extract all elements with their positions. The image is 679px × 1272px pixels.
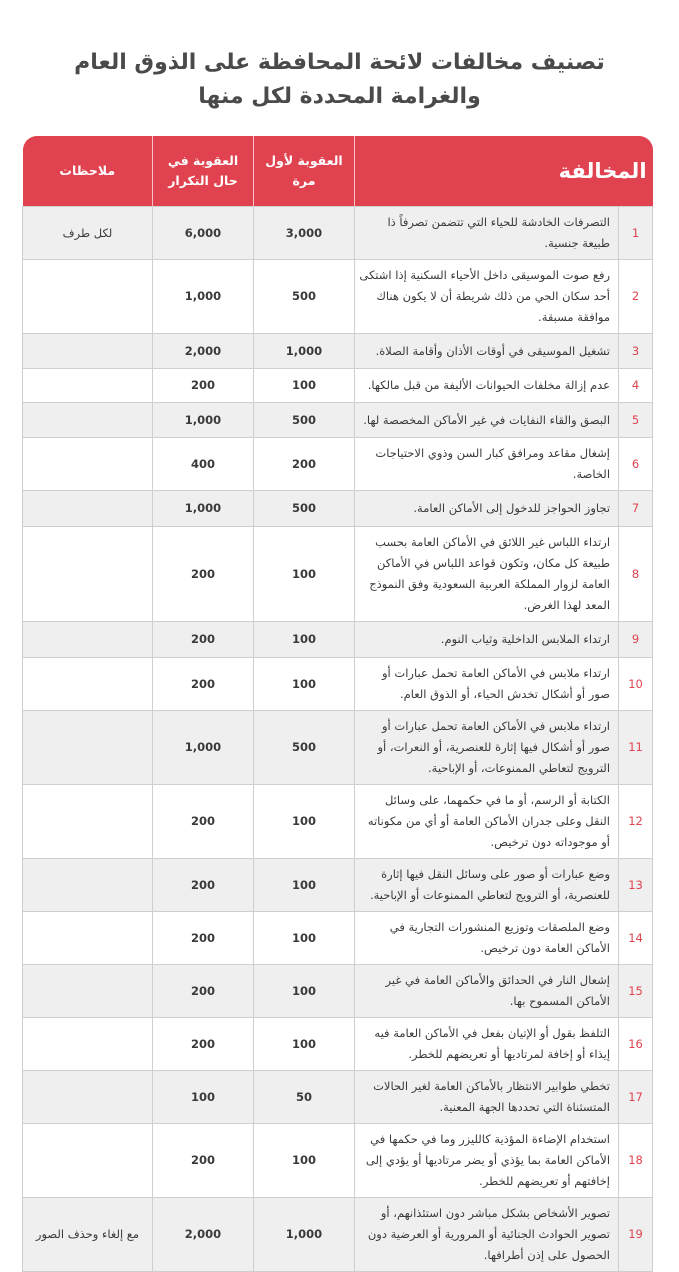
row-number: 17 [619,1071,653,1124]
row-number: 13 [619,859,653,912]
violation-description: تخطي طوابير الانتظار بالأماكن العامة لغير الحالات المتسثناة التي تحددها الجهة المعنية. [355,1071,619,1124]
notes-cell: لكل طرف [23,207,153,260]
repeat-fine: 200 [153,369,254,403]
table-row [23,207,653,260]
notes-cell [23,912,153,965]
notes-cell: مع إلغاء وحذف الصور [23,1198,153,1272]
row-number: 3 [619,334,653,369]
table-row [23,1018,653,1071]
violation-description: رفع صوت الموسيقى داخل الأحياء السكنية إذا اشتكى أحد سكان الحي من ذلك شريطة أن لا يكون هناك موافقة مسبقة. [355,260,619,334]
first-time-fine: 500 [254,260,355,334]
table-row [23,622,653,658]
repeat-fine: 200 [153,1124,254,1198]
title-line-1: تصنيف مخالفات لائحة المحافظة على الذوق العام [74,50,605,75]
repeat-fine: 2,000 [153,334,254,369]
row-number: 7 [619,491,653,527]
first-time-fine: 100 [254,965,355,1018]
page-title [0,46,679,114]
first-time-fine: 100 [254,658,355,711]
repeat-fine: 100 [153,1071,254,1124]
notes-cell [23,785,153,859]
row-number: 18 [619,1124,653,1198]
repeat-fine: 1,000 [153,711,254,785]
repeat-fine: 200 [153,859,254,912]
violation-description: ارتداء الملابس الداخلية وثياب النوم. [355,622,619,658]
violation-description: تجاوز الحواجز للدخول إلى الأماكن العامة. [355,491,619,527]
notes-cell [23,622,153,658]
title-line-2: والغرامة المحددة لكل منها [198,84,481,109]
notes-cell [23,1071,153,1124]
row-number: 10 [619,658,653,711]
table-row [23,1198,653,1272]
row-number: 6 [619,438,653,491]
repeat-fine: 200 [153,912,254,965]
first-time-fine: 500 [254,711,355,785]
first-time-fine: 500 [254,403,355,438]
first-time-fine: 3,000 [254,207,355,260]
table-row [23,859,653,912]
table-row [23,527,653,622]
table-row [23,965,653,1018]
violation-description: ارتداء ملابس في الأماكن العامة تحمل عبارات أو صور أو أشكال فيها إثارة للعنصرية، أو النعرات، أو الترويج لتعاطي الممنوعات، أو الإباحية. [355,711,619,785]
table-row [23,260,653,334]
first-time-fine: 1,000 [254,1198,355,1272]
notes-cell [23,260,153,334]
violation-description: إشعال النار في الحدائق والأماكن العامة في غير الأماكن المسموح بها. [355,965,619,1018]
header-repeat: العقوبة في حال التكرار [153,136,254,207]
header-violation: المخالفة [355,136,653,207]
table-header-row [23,136,653,207]
row-number: 15 [619,965,653,1018]
repeat-fine: 2,000 [153,1198,254,1272]
first-time-fine: 100 [254,1018,355,1071]
notes-cell [23,403,153,438]
violation-description: البصق والقاء النفايات في غير الأماكن المخصصة لها. [355,403,619,438]
repeat-fine: 200 [153,658,254,711]
notes-cell [23,491,153,527]
first-time-fine: 50 [254,1071,355,1124]
repeat-fine: 6,000 [153,207,254,260]
violations-table [22,136,653,1272]
row-number: 5 [619,403,653,438]
notes-cell [23,711,153,785]
repeat-fine: 200 [153,785,254,859]
table-row [23,1124,653,1198]
header-notes: ملاحظات [23,136,153,207]
first-time-fine: 500 [254,491,355,527]
violation-description: وضع الملصقات وتوزيع المنشورات التجارية في الأماكن العامة دون ترخيص. [355,912,619,965]
row-number: 2 [619,260,653,334]
row-number: 8 [619,527,653,622]
row-number: 16 [619,1018,653,1071]
repeat-fine: 200 [153,527,254,622]
first-time-fine: 1,000 [254,334,355,369]
row-number: 12 [619,785,653,859]
repeat-fine: 1,000 [153,491,254,527]
repeat-fine: 200 [153,622,254,658]
repeat-fine: 400 [153,438,254,491]
notes-cell [23,1124,153,1198]
notes-cell [23,438,153,491]
row-number: 4 [619,369,653,403]
violation-description: استخدام الإضاءة المؤذية كالليزر وما في حكمها في الأماكن العامة بما يؤذي أو يضر مرتاديها أو يؤدي إلى إخافتهم أو تعريضهم للخطر. [355,1124,619,1198]
first-time-fine: 100 [254,1124,355,1198]
repeat-fine: 200 [153,965,254,1018]
violation-description: عدم إزالة مخلفات الحيوانات الأليفة من قبل مالكها. [355,369,619,403]
table-row [23,334,653,369]
table-row [23,912,653,965]
notes-cell [23,965,153,1018]
violation-description: التصرفات الخادشة للحياء التي تتضمن تصرفاً ذا طبيعة جنسية. [355,207,619,260]
violation-description: ارتداء اللباس غير اللائق في الأماكن العامة بحسب طبيعة كل مكان، وتكون قواعد اللباس في الأماكن العامة لزوار المملكة العربية السعودية وفق النموذج المعد لهذا الغرض. [355,527,619,622]
first-time-fine: 100 [254,369,355,403]
violation-description: الكتابة أو الرسم، أو ما في حكمهما، على وسائل النقل وعلى جدران الأماكن العامة أو أي من مكوناته أو موجوداته دون ترخيص. [355,785,619,859]
first-time-fine: 100 [254,622,355,658]
row-number: 9 [619,622,653,658]
first-time-fine: 200 [254,438,355,491]
violation-description: تصوير الأشخاص بشكل مباشر دون استئذانهم، أو تصوير الحوادث الجنائية أو المرورية أو العرضية دون الحصول على إذن أطرافها. [355,1198,619,1272]
table-row [23,438,653,491]
notes-cell [23,527,153,622]
table-row [23,491,653,527]
notes-cell [23,658,153,711]
header-first-time: العقوبة لأول مرة [254,136,355,207]
notes-cell [23,859,153,912]
first-time-fine: 100 [254,859,355,912]
violation-description: ارتداء ملابس في الأماكن العامة تحمل عبارات أو صور أو أشكال تخدش الحياء، أو الذوق العام. [355,658,619,711]
row-number: 14 [619,912,653,965]
table-row [23,785,653,859]
table-row [23,403,653,438]
row-number: 1 [619,207,653,260]
repeat-fine: 200 [153,1018,254,1071]
first-time-fine: 100 [254,527,355,622]
repeat-fine: 1,000 [153,403,254,438]
first-time-fine: 100 [254,785,355,859]
table-row [23,369,653,403]
violation-description: إشغال مقاعد ومرافق كبار السن وذوي الاحتياجات الخاصة. [355,438,619,491]
table-row [23,1071,653,1124]
row-number: 11 [619,711,653,785]
row-number: 19 [619,1198,653,1272]
notes-cell [23,369,153,403]
notes-cell [23,1018,153,1071]
table-row [23,658,653,711]
violation-description: تشغيل الموسيقى في أوقات الأذان وأقامة الصلاة. [355,334,619,369]
violation-description: التلفظ بقول أو الإتيان بفعل في الأماكن العامة فيه إيذاء أو إخافة لمرتاديها أو تعريضهم للخطر. [355,1018,619,1071]
first-time-fine: 100 [254,912,355,965]
violation-description: وضع عبارات أو صور على وسائل النقل فيها إثارة للعنصرية، أو الترويج لتعاطي الممنوعات أو الإباحية. [355,859,619,912]
repeat-fine: 1,000 [153,260,254,334]
notes-cell [23,334,153,369]
table-row [23,711,653,785]
